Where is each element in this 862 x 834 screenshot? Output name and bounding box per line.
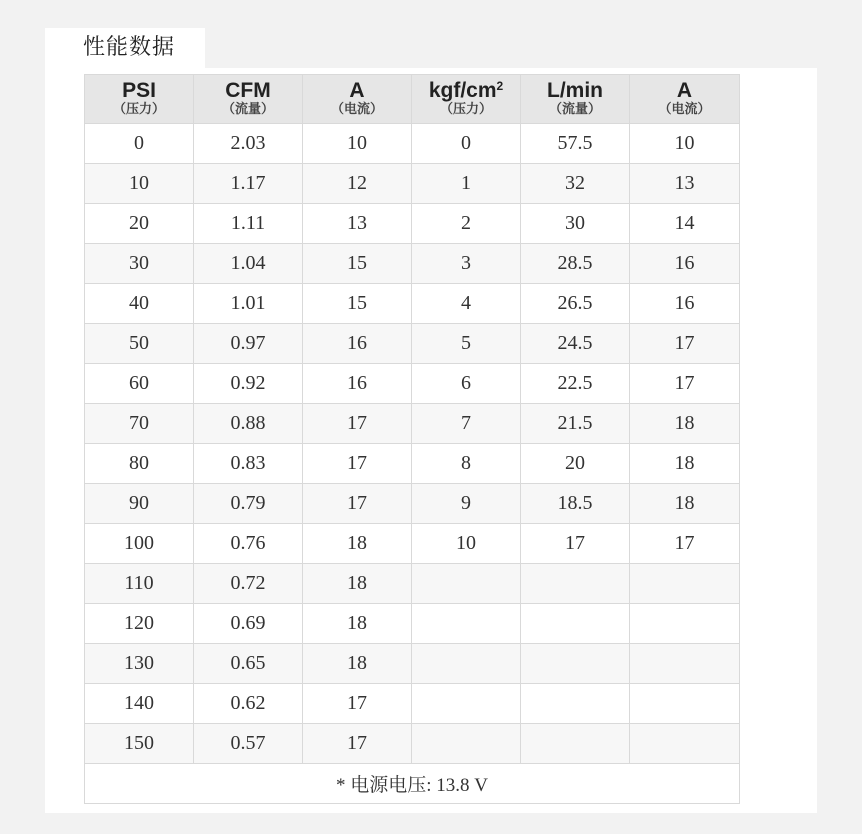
table-cell: 120 bbox=[85, 604, 194, 644]
column-header-label bbox=[412, 80, 520, 102]
table-cell: 30 bbox=[85, 244, 194, 284]
table-cell bbox=[412, 644, 521, 684]
table-cell: 0.57 bbox=[194, 724, 303, 764]
table-row bbox=[85, 564, 740, 604]
table-cell: 18 bbox=[303, 524, 412, 564]
table-cell: 140 bbox=[85, 684, 194, 724]
table-cell: 1.17 bbox=[194, 164, 303, 204]
table-cell: 0.72 bbox=[194, 564, 303, 604]
table-cell: 0 bbox=[412, 124, 521, 164]
table-cell: 17 bbox=[630, 324, 740, 364]
table-cell: 1.11 bbox=[194, 204, 303, 244]
table-cell: 4 bbox=[412, 284, 521, 324]
page-title: 性能数据 bbox=[83, 34, 176, 59]
table-row bbox=[85, 124, 740, 164]
column-header-unit: CFM bbox=[225, 79, 271, 102]
column-header bbox=[85, 75, 194, 124]
table-cell: 18 bbox=[303, 644, 412, 684]
table-cell: 8 bbox=[412, 444, 521, 484]
table-cell: 130 bbox=[85, 644, 194, 684]
table-cell bbox=[412, 604, 521, 644]
table-row bbox=[85, 484, 740, 524]
table-cell: 60 bbox=[85, 364, 194, 404]
table-cell: 100 bbox=[85, 524, 194, 564]
table-cell: 0.79 bbox=[194, 484, 303, 524]
column-header-label bbox=[630, 80, 739, 102]
table-cell: 17 bbox=[303, 404, 412, 444]
column-header-label bbox=[194, 80, 302, 102]
table-cell: 18 bbox=[303, 604, 412, 644]
table-cell: 40 bbox=[85, 284, 194, 324]
table-cell: 0 bbox=[85, 124, 194, 164]
table-cell: 26.5 bbox=[521, 284, 630, 324]
table-cell: 16 bbox=[303, 324, 412, 364]
table-cell: 13 bbox=[630, 164, 740, 204]
table-cell: 0.62 bbox=[194, 684, 303, 724]
table-cell: 32 bbox=[521, 164, 630, 204]
footnote: * 电源电压: 13.8 V bbox=[85, 764, 740, 804]
table-cell: 0.97 bbox=[194, 324, 303, 364]
table-cell: 110 bbox=[85, 564, 194, 604]
table-header bbox=[85, 75, 740, 124]
table-cell: 5 bbox=[412, 324, 521, 364]
table-row bbox=[85, 684, 740, 724]
table-cell: 1 bbox=[412, 164, 521, 204]
table-cell: 22.5 bbox=[521, 364, 630, 404]
table-row bbox=[85, 284, 740, 324]
header-row bbox=[85, 75, 740, 124]
column-header-superscript: 2 bbox=[496, 79, 504, 93]
table-cell: 10 bbox=[85, 164, 194, 204]
table-cell: 17 bbox=[303, 724, 412, 764]
table-cell bbox=[521, 564, 630, 604]
table-cell: 18.5 bbox=[521, 484, 630, 524]
table-cell: 2 bbox=[412, 204, 521, 244]
table-cell: 30 bbox=[521, 204, 630, 244]
table-cell: 0.69 bbox=[194, 604, 303, 644]
column-header-subtitle: （电流） bbox=[330, 102, 383, 117]
table-cell: 0.88 bbox=[194, 404, 303, 444]
table-cell: 17 bbox=[303, 484, 412, 524]
column-header-unit: A bbox=[676, 79, 693, 102]
table-cell: 0.65 bbox=[194, 644, 303, 684]
table-cell: 3 bbox=[412, 244, 521, 284]
table-cell: 14 bbox=[630, 204, 740, 244]
table-cell bbox=[521, 644, 630, 684]
table-cell: 16 bbox=[630, 284, 740, 324]
table-cell: 7 bbox=[412, 404, 521, 444]
column-header-subtitle: （电流） bbox=[658, 102, 711, 117]
table-cell: 10 bbox=[630, 124, 740, 164]
table-row bbox=[85, 524, 740, 564]
table-cell: 17 bbox=[521, 524, 630, 564]
table-row bbox=[85, 724, 740, 764]
column-header-unit: PSI bbox=[122, 79, 156, 102]
performance-table bbox=[84, 74, 740, 804]
column-header bbox=[194, 75, 303, 124]
table-cell: 90 bbox=[85, 484, 194, 524]
table-cell bbox=[412, 684, 521, 724]
table-cell: 18 bbox=[630, 404, 740, 444]
table-cell: 0.92 bbox=[194, 364, 303, 404]
table-cell: 17 bbox=[630, 364, 740, 404]
table-cell: 21.5 bbox=[521, 404, 630, 444]
table-cell: 10 bbox=[412, 524, 521, 564]
table-cell: 28.5 bbox=[521, 244, 630, 284]
table-cell: 20 bbox=[521, 444, 630, 484]
table-row bbox=[85, 244, 740, 284]
table-cell: 18 bbox=[303, 564, 412, 604]
table-cell bbox=[521, 684, 630, 724]
table-row bbox=[85, 364, 740, 404]
table-cell bbox=[521, 724, 630, 764]
table-row bbox=[85, 164, 740, 204]
table-cell: 0.76 bbox=[194, 524, 303, 564]
column-header bbox=[521, 75, 630, 124]
table-cell: 15 bbox=[303, 244, 412, 284]
table-cell bbox=[630, 724, 740, 764]
table-row bbox=[85, 604, 740, 644]
table-cell: 6 bbox=[412, 364, 521, 404]
column-header-subtitle: （压力） bbox=[439, 102, 492, 117]
footnote-row bbox=[85, 764, 740, 804]
table-cell: 20 bbox=[85, 204, 194, 244]
table-row bbox=[85, 644, 740, 684]
column-header-label bbox=[521, 80, 629, 102]
table-cell: 17 bbox=[630, 524, 740, 564]
table-cell: 2.03 bbox=[194, 124, 303, 164]
table-row bbox=[85, 444, 740, 484]
table-cell: 16 bbox=[303, 364, 412, 404]
column-header-subtitle: （压力） bbox=[112, 102, 165, 117]
table-cell: 150 bbox=[85, 724, 194, 764]
table-cell bbox=[630, 644, 740, 684]
column-header-unit: A bbox=[349, 79, 365, 102]
table-cell: 24.5 bbox=[521, 324, 630, 364]
table-row bbox=[85, 324, 740, 364]
table-cell: 15 bbox=[303, 284, 412, 324]
table-cell: 50 bbox=[85, 324, 194, 364]
column-header bbox=[630, 75, 740, 124]
column-header bbox=[303, 75, 412, 124]
table-cell: 18 bbox=[630, 444, 740, 484]
table-cell bbox=[521, 604, 630, 644]
table-cell: 17 bbox=[303, 684, 412, 724]
table-cell: 0.83 bbox=[194, 444, 303, 484]
table-cell: 13 bbox=[303, 204, 412, 244]
column-header-label bbox=[303, 80, 411, 102]
column-header-unit: L/min bbox=[547, 79, 603, 102]
table-cell bbox=[630, 684, 740, 724]
table-cell: 10 bbox=[303, 124, 412, 164]
table-cell: 57.5 bbox=[521, 124, 630, 164]
table-row bbox=[85, 204, 740, 244]
column-header bbox=[412, 75, 521, 124]
column-header-subtitle: （流量） bbox=[221, 102, 274, 117]
table-cell bbox=[630, 604, 740, 644]
table-cell: 1.01 bbox=[194, 284, 303, 324]
column-header-subtitle: （流量） bbox=[548, 102, 601, 117]
table-cell: 18 bbox=[630, 484, 740, 524]
table-cell bbox=[412, 564, 521, 604]
table-cell: 12 bbox=[303, 164, 412, 204]
table-cell: 9 bbox=[412, 484, 521, 524]
table-cell: 17 bbox=[303, 444, 412, 484]
column-header-unit: kgf/cm bbox=[428, 79, 497, 102]
column-header-label bbox=[85, 80, 193, 102]
table-cell: 80 bbox=[85, 444, 194, 484]
table-cell bbox=[412, 724, 521, 764]
table-body bbox=[85, 124, 740, 764]
table-cell: 70 bbox=[85, 404, 194, 444]
table-cell: 16 bbox=[630, 244, 740, 284]
table-row bbox=[85, 404, 740, 444]
table-cell: 1.04 bbox=[194, 244, 303, 284]
table-cell bbox=[630, 564, 740, 604]
